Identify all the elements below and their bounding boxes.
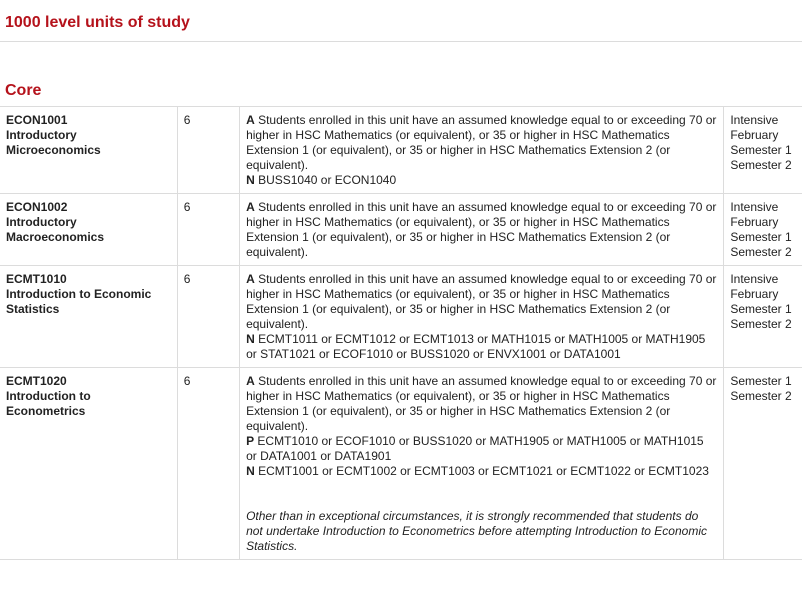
sessions-cell [724,194,802,266]
requirements-cell [240,368,724,560]
prohibitions [246,332,717,362]
table-row [0,194,802,266]
unit-name-line: Macroeconomics [6,230,105,244]
prohibited-text: ECMT1001 or ECMT1002 or ECMT1003 or ECMT1021 or ECMT1022 or ECMT1023 [258,464,709,478]
session-item: Semester 2 [730,389,792,403]
prohibited-label: N [246,332,255,346]
section-title-core: Core [5,82,42,99]
prohibited-text: ECMT1011 or ECMT1012 or ECMT1013 or MATH1015 or MATH1005 or MATH1905 or STAT1021 or ECOF1010 or BUSS1020 or ENVX1001 or DATA1001 [246,332,706,361]
unit-name-line: Microeconomics [6,143,101,157]
session-item: February [730,128,779,142]
session-item: Intensive [730,200,779,214]
session-item: Semester 2 [730,317,792,331]
unit-name-line: Econometrics [6,404,86,418]
requirements-cell [240,266,724,368]
unit-code: ECON1001 [6,113,68,127]
table-row [0,266,802,368]
assumed-label: A [246,272,255,286]
title-divider [0,41,802,42]
prerequisites-text: ECMT1010 or ECOF1010 or BUSS1020 or MATH1905 or MATH1005 or MATH1015 or DATA1001 or DATA1901 [246,434,704,463]
session-item: Semester 1 [730,230,792,244]
prerequisites-label: P [246,434,255,448]
session-item: Semester 2 [730,245,792,259]
unit-name-line: Introduction to Economic [6,287,152,301]
unit-cell [0,194,177,266]
unit-name-line: Introductory [6,128,77,142]
sessions-cell [724,368,802,560]
session-item: Semester 1 [730,302,792,316]
session-item: February [730,287,779,301]
prohibited-label: N [246,173,255,187]
table-row [0,368,802,560]
session-item: Intensive [730,272,779,286]
unit-name-line: Introductory [6,215,77,229]
credit-points: 6 [177,107,239,194]
unit-code: ECMT1010 [6,272,67,286]
assumed-label: A [246,113,255,127]
prohibited-text: BUSS1040 or ECON1040 [258,173,397,187]
assumed-text: Students enrolled in this unit have an assumed knowledge equal to or exceeding 70 or higher in HSC Mathematics (or equivalent), or 35 or higher in HSC Mathematics Extension 1 (or equivalent), or 35 or higher in HSC Mathematics Extension 2 (or equivalent). [246,272,717,331]
assumed-knowledge [246,113,717,173]
prohibited-label: N [246,464,255,478]
unit-name-line: Statistics [6,302,60,316]
unit-name-line: Introduction to [6,389,91,403]
assumed-label: A [246,200,255,214]
assumed-label: A [246,374,255,388]
unit-code: ECMT1020 [6,374,67,388]
session-item: Semester 1 [730,374,792,388]
table-row [0,107,802,194]
unit-cell [0,368,177,560]
unit-code: ECON1002 [6,200,68,214]
session-item: February [730,215,779,229]
credit-points: 6 [177,266,239,368]
session-item: Semester 2 [730,158,792,172]
assumed-text: Students enrolled in this unit have an assumed knowledge equal to or exceeding 70 or higher in HSC Mathematics (or equivalent), or 35 or higher in HSC Mathematics Extension 1 (or equivalent), or 35 or higher in HSC Mathematics Extension 2 (or equivalent). [246,200,717,259]
assumed-knowledge [246,200,717,260]
unit-cell [0,107,177,194]
prohibitions [246,173,717,188]
prerequisites [246,434,717,464]
prohibitions [246,464,717,479]
unit-cell [0,266,177,368]
credit-points: 6 [177,194,239,266]
unit-note: Other than in exceptional circumstances, it is strongly recommended that students do not undertake Introduction to Econometrics before attempting Introduction to Economic Statistics. [246,509,707,553]
assumed-knowledge [246,374,717,434]
units-table [0,106,802,560]
requirements-cell [240,107,724,194]
credit-points: 6 [177,368,239,560]
sessions-cell [724,266,802,368]
page-title: 1000 level units of study [5,14,190,31]
requirements-cell [240,194,724,266]
assumed-text: Students enrolled in this unit have an assumed knowledge equal to or exceeding 70 or higher in HSC Mathematics (or equivalent), or 35 or higher in HSC Mathematics Extension 1 (or equivalent), or 35 or higher in HSC Mathematics Extension 2 (or equivalent). [246,113,717,172]
sessions-cell [724,107,802,194]
session-item: Intensive [730,113,779,127]
session-item: Semester 1 [730,143,792,157]
assumed-text: Students enrolled in this unit have an assumed knowledge equal to or exceeding 70 or higher in HSC Mathematics (or equivalent), or 35 or higher in HSC Mathematics Extension 1 (or equivalent), or 35 or higher in HSC Mathematics Extension 2 (or equivalent). [246,374,717,433]
assumed-knowledge [246,272,717,332]
